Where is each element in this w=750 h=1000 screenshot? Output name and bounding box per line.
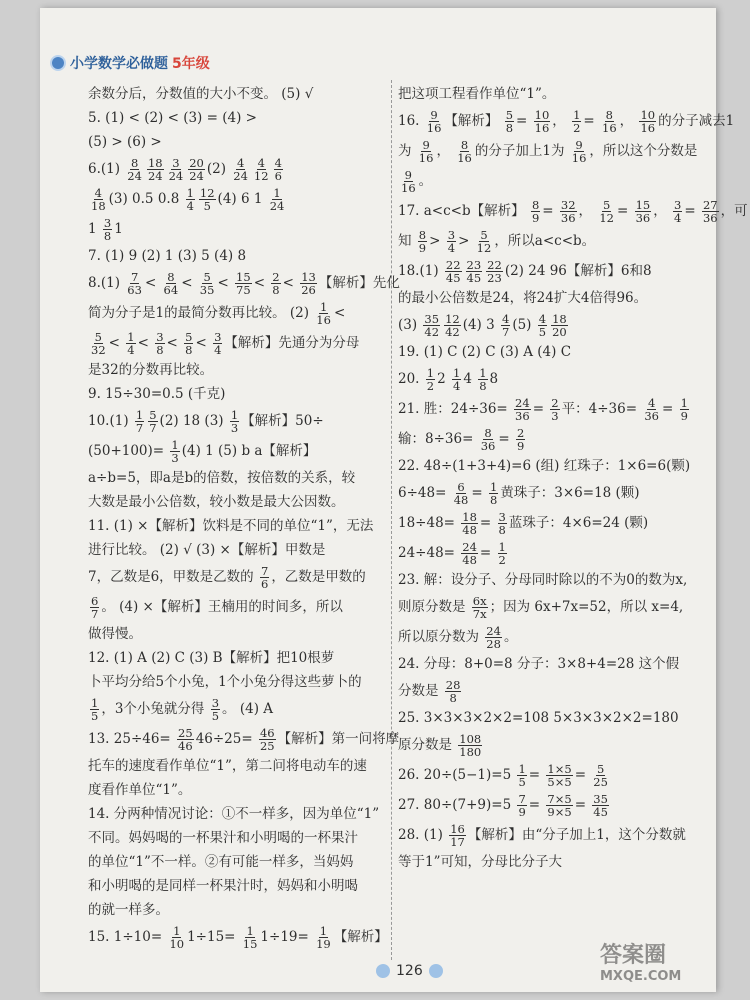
answer-text: =: [516, 113, 532, 129]
answer-text: 10.(1): [88, 413, 133, 429]
answer-text: <: [144, 275, 161, 291]
answer-text: 17. a<c<b【解析】: [398, 203, 529, 219]
fraction: $\frac{4}{6}$: [274, 156, 282, 183]
answer-line: [88, 490, 388, 514]
fraction: $\frac{8}{64}$: [163, 270, 179, 297]
fraction: $\frac{9}{16}$: [401, 168, 416, 195]
fraction: $\frac{12}{42}$: [445, 312, 460, 339]
answer-text: 大数是最小公倍数，较小数是最大公因数。: [88, 494, 345, 510]
answer-text: 24. 分母：8+0=8 分子：3×8+4=28 这个假: [398, 656, 680, 672]
fraction: $\frac{1}{2}$: [573, 108, 581, 135]
fraction: $\frac{7}{6}$: [260, 564, 269, 591]
answer-line: [88, 436, 388, 466]
fraction: $\frac{16}{17}$: [450, 822, 465, 849]
fraction: $\frac{24}{28}$: [486, 624, 501, 651]
answer-text: 21. 胜：24÷36=: [398, 401, 513, 417]
answer-text: 。 (4) ×【解析】王楠用的时间多，所以: [101, 599, 343, 615]
fraction: $\frac{8}{24}$: [127, 156, 142, 183]
answer-text: 【解析】50÷: [241, 413, 324, 429]
answer-text: (3): [398, 317, 422, 333]
answer-line: [88, 214, 388, 244]
answer-text: (4) 1 (5) b a【解析】: [181, 443, 317, 459]
answer-line: [398, 850, 698, 874]
fraction: $\frac{108}{180}$: [459, 732, 482, 759]
fraction: $\frac{1}{4}$: [186, 186, 194, 213]
answer-line: [88, 298, 388, 328]
answer-text: 1: [114, 221, 123, 237]
answer-text: ，: [552, 113, 571, 129]
answer-line: [88, 754, 388, 778]
answer-text: 28. (1): [398, 827, 448, 843]
answer-text: (5) > (6) >: [88, 134, 162, 150]
answer-text: 的就一样多。: [88, 902, 169, 918]
fraction: $\frac{5}{12}$: [599, 198, 614, 225]
answer-line: [398, 706, 698, 730]
answer-line: [88, 622, 388, 646]
fraction: $\frac{6}{7}$: [91, 594, 99, 621]
fraction: $\frac{1}{7}$: [135, 408, 144, 435]
fraction: $\frac{5}{8}$: [185, 330, 193, 357]
answer-line: [88, 82, 388, 106]
fraction: $\frac{1}{2}$: [426, 366, 435, 393]
answer-line: [88, 802, 388, 826]
answer-text: <: [137, 335, 154, 351]
answer-text: 46÷25=: [195, 731, 257, 747]
answer-text: <: [166, 335, 183, 351]
answer-line: [398, 394, 698, 424]
answer-line: [398, 730, 698, 760]
left-column: [88, 82, 400, 952]
answer-line: [398, 676, 698, 706]
fraction: $\frac{5}{32}$: [91, 330, 106, 357]
answer-line: [398, 340, 698, 364]
answer-text: 1÷19=: [260, 929, 314, 945]
answer-text: ，: [578, 203, 597, 219]
fraction: $\frac{5}{35}$: [199, 270, 215, 297]
fraction: $\frac{28}{8}$: [445, 678, 461, 705]
answer-text: <: [282, 275, 299, 291]
answer-text: 9. 15÷30=0.5 (千克): [88, 386, 226, 402]
fraction: $\frac{5}{8}$: [505, 108, 514, 135]
answer-text: 【解析】: [444, 113, 503, 129]
answer-line: [88, 850, 388, 874]
header-grade: 5年级: [172, 56, 210, 72]
answer-text: (4) 3: [462, 317, 499, 333]
answer-text: =: [574, 767, 591, 783]
answer-line: [88, 466, 388, 490]
answer-text: 度看作单位“1”。: [88, 782, 192, 798]
answer-text: >: [429, 233, 445, 249]
answer-line: [398, 568, 698, 592]
answer-text: 不同。妈妈喝的一杯果汁和小明喝的一杯果汁: [88, 830, 358, 846]
fraction: $\frac{3}{8}$: [156, 330, 164, 357]
answer-text: 16.: [398, 113, 424, 129]
fraction: $\frac{1}{15}$: [242, 924, 258, 951]
fraction: $\frac{24}{36}$: [515, 396, 530, 423]
fraction: $\frac{1}{19}$: [316, 924, 331, 951]
answer-text: 托车的速度看作单位“1”，第二问将电动车的速: [88, 758, 367, 774]
fraction: $\frac{8}{9}$: [418, 228, 427, 255]
fraction: $\frac{8}{16}$: [457, 138, 472, 165]
answer-line: [88, 244, 388, 268]
answer-text: 输：8÷36=: [398, 431, 478, 447]
fraction: $\frac{1}{2}$: [498, 540, 506, 567]
page-footer: [370, 963, 449, 979]
fraction: $\frac{4}{24}$: [233, 156, 248, 183]
answer-text: <: [108, 335, 125, 351]
answer-text: 【解析】: [333, 929, 388, 945]
answer-line: [398, 478, 698, 508]
answer-line: [88, 130, 388, 154]
fraction: $\frac{8}{36}$: [480, 426, 496, 453]
answer-text: ，所以a<c<b。: [494, 233, 596, 249]
right-column: [398, 82, 748, 874]
answer-text: =: [471, 485, 487, 501]
answer-line: [88, 514, 388, 538]
fraction: $\frac{5}{7}$: [149, 408, 157, 435]
answer-line: [398, 136, 698, 166]
answer-text: 6÷48=: [398, 485, 451, 501]
answer-text: 的分子减去1: [658, 113, 735, 129]
answer-text: 2: [437, 371, 450, 387]
fraction: $\frac{6x}{7x}$: [472, 594, 487, 621]
answer-text: 20.: [398, 371, 424, 387]
answer-text: 22. 48÷(1+3+4)=6 (组) 红珠子：1×6=6(颗): [398, 458, 691, 474]
answer-line: [88, 406, 388, 436]
answer-line: [88, 694, 388, 724]
fraction: $\frac{25}{46}$: [178, 726, 193, 753]
answer-text: =: [479, 545, 496, 561]
answer-text: (4) 6 1: [217, 191, 267, 207]
answer-text: 黄珠子：3×6=18 (颗): [500, 485, 640, 501]
fraction: $\frac{27}{36}$: [702, 198, 718, 225]
answer-text: =: [684, 203, 700, 219]
answer-text: 。: [503, 629, 518, 645]
answer-text: 27. 80÷(7+9)=5: [398, 797, 516, 813]
answer-line: [88, 538, 388, 562]
answer-line: [88, 922, 388, 952]
fraction: $\frac{8}{16}$: [602, 108, 617, 135]
fraction: $\frac{9}{16}$: [418, 138, 434, 165]
answer-line: [398, 310, 698, 340]
answer-text: 知: [398, 233, 416, 249]
answer-text: 1: [88, 221, 101, 237]
page-header: [52, 52, 210, 74]
fraction: $\frac{1}{3}$: [171, 438, 179, 465]
answer-text: >: [458, 233, 474, 249]
answer-text: 简为分子是1的最简分数再比较。 (2): [88, 305, 314, 321]
fraction: $\frac{1}{24}$: [269, 186, 285, 213]
answer-line: [398, 286, 698, 310]
fraction: $\frac{9}{16}$: [426, 108, 442, 135]
answer-text: (5): [512, 317, 536, 333]
fraction: $\frac{22}{23}$: [487, 258, 502, 285]
answer-line: [88, 724, 400, 754]
answer-text: 的分子加上1为: [474, 143, 569, 159]
fraction: $\frac{7\times 5}{9\times 5}$: [547, 792, 572, 819]
answer-text: ，: [436, 143, 455, 159]
answer-line: [398, 166, 698, 196]
fraction: $\frac{35}{45}$: [593, 792, 608, 819]
answer-line: [398, 592, 698, 622]
fraction: $\frac{2}{9}$: [516, 426, 525, 453]
fraction: $\frac{22}{45}$: [445, 258, 461, 285]
fraction: $\frac{4}{18}$: [91, 186, 106, 213]
fraction: $\frac{35}{42}$: [424, 312, 440, 339]
answer-text: 23. 解：设分子、分母同时除以的不为0的数为x,: [398, 572, 688, 588]
answer-line: [88, 562, 388, 592]
fraction: $\frac{7}{63}$: [127, 270, 142, 297]
fraction: $\frac{5}{12}$: [476, 228, 492, 255]
answer-text: 19. (1) C (2) C (3) A (4) C: [398, 344, 572, 360]
answer-text: 。: [418, 173, 433, 189]
fraction: $\frac{46}{25}$: [259, 726, 275, 753]
answer-line: [398, 196, 748, 226]
fraction: $\frac{3}{4}$: [674, 198, 682, 225]
answer-line: [88, 184, 388, 214]
answer-line: [88, 898, 388, 922]
fraction: $\frac{10}{16}$: [640, 108, 656, 135]
answer-line: [398, 790, 698, 820]
answer-line: [398, 454, 698, 478]
fraction: $\frac{4}{7}$: [502, 312, 510, 339]
answer-text: 蓝珠子：4×6=24 (颗): [508, 515, 649, 531]
answer-text: 所以原分数为: [398, 629, 484, 645]
answer-text: 进行比较。 (2) √ (3) ×【解析】甲数是: [88, 542, 326, 558]
answer-line: [398, 364, 698, 394]
answer-text: 18÷48=: [398, 515, 460, 531]
answer-text: 4: [463, 371, 477, 387]
header-circle-icon: [52, 57, 64, 69]
answer-line: [398, 760, 698, 790]
fraction: $\frac{18}{20}$: [552, 312, 567, 339]
answer-text: 26. 20÷(5−1)=5: [398, 767, 516, 783]
answer-line: [88, 592, 388, 622]
answer-line: [398, 508, 698, 538]
answer-text: =: [616, 203, 633, 219]
answer-text: 为: [398, 143, 416, 159]
fraction: $\frac{13}{26}$: [301, 270, 316, 297]
fraction: $\frac{23}{45}$: [466, 258, 482, 285]
fraction: $\frac{1}{5}$: [518, 762, 526, 789]
answer-text: =: [532, 401, 549, 417]
answer-text: 的单位“1”不一样。②有可能一样多，当妈妈: [88, 854, 354, 870]
column-divider: [391, 80, 392, 960]
answer-text: <: [181, 275, 197, 291]
answer-text: 【解析】第一问将摩: [277, 731, 400, 747]
answer-text: 24÷48=: [398, 545, 460, 561]
answer-line: [88, 358, 388, 382]
fraction: $\frac{32}{36}$: [560, 198, 576, 225]
fraction: $\frac{2}{8}$: [272, 270, 280, 297]
answer-text: 7，乙数是6，甲数是乙数的: [88, 569, 258, 585]
answer-text: 做得慢。: [88, 626, 142, 642]
fraction: $\frac{2}{3}$: [551, 396, 559, 423]
answer-text: 则原分数是: [398, 599, 470, 615]
fraction: $\frac{1}{4}$: [452, 366, 461, 393]
answer-text: 1÷15=: [187, 929, 240, 945]
header-title: 小学数学必做题: [70, 56, 168, 72]
fraction: $\frac{20}{24}$: [189, 156, 204, 183]
answer-text: 和小明喝的是同样一杯果汁时，妈妈和小明喝: [88, 878, 358, 894]
answer-text: =: [479, 515, 496, 531]
answer-text: ，可: [720, 203, 748, 219]
fraction: $\frac{6}{48}$: [453, 480, 469, 507]
answer-line: [398, 82, 698, 106]
fraction: $\frac{10}{16}$: [534, 108, 550, 135]
page-ornament-icon: [376, 964, 390, 978]
answer-text: <: [195, 335, 212, 351]
fraction: $\frac{15}{36}$: [635, 198, 651, 225]
answer-line: [88, 268, 400, 298]
answer-text: =: [528, 767, 545, 783]
fraction: $\frac{3}{8}$: [498, 510, 506, 537]
fraction: $\frac{1}{5}$: [91, 696, 99, 723]
answer-text: <: [217, 275, 234, 291]
answer-text: =: [583, 113, 600, 129]
answer-text: =: [498, 431, 514, 447]
fraction: $\frac{1}{4}$: [127, 330, 135, 357]
fraction: $\frac{7}{9}$: [518, 792, 526, 819]
answer-text: 【解析】由“分子加上1，这个分数就: [467, 827, 686, 843]
answer-text: 13. 25÷46=: [88, 731, 176, 747]
answer-line: [88, 826, 388, 850]
fraction: $\frac{15}{75}$: [236, 270, 251, 297]
answer-line: [88, 670, 388, 694]
answer-text: (2) 18 (3): [159, 413, 228, 429]
answer-text: 8: [489, 371, 499, 387]
answer-text: 18.(1): [398, 263, 443, 279]
answer-text: 8.(1): [88, 275, 125, 291]
answer-text: 的最小公倍数是24，将24扩大4倍得96。: [398, 290, 648, 306]
fraction: $\frac{3}{4}$: [214, 330, 222, 357]
fraction: $\frac{5}{25}$: [593, 762, 608, 789]
answer-text: =: [542, 203, 558, 219]
fraction: $\frac{1}{3}$: [230, 408, 239, 435]
fraction: $\frac{18}{24}$: [147, 156, 163, 183]
fraction: $\frac{1}{16}$: [316, 300, 331, 327]
answer-line: [398, 226, 698, 256]
answer-text: 。 (4) A: [222, 701, 274, 717]
answer-line: [398, 424, 698, 454]
answer-line: [398, 652, 698, 676]
answer-text: ；因为 6x+7x=52，所以 x=4,: [489, 599, 684, 615]
answer-text: (2): [206, 161, 231, 177]
fraction: $\frac{18}{48}$: [462, 510, 477, 537]
answer-line: [398, 820, 698, 850]
fraction: $\frac{4}{5}$: [538, 312, 547, 339]
answer-line: [398, 256, 698, 286]
fraction: $\frac{3}{4}$: [447, 228, 456, 255]
answer-text: ，: [619, 113, 638, 129]
answer-text: (3) 0.5 0.8: [108, 191, 184, 207]
answer-text: 余数分后，分数值的大小不变。 (5) √: [88, 86, 314, 102]
answer-text: 【解析】先化: [318, 275, 400, 291]
answer-line: [88, 646, 388, 670]
watermark-url: MXQE.COM: [600, 969, 682, 984]
answer-text: =: [528, 797, 545, 813]
answer-text: 平：4÷36=: [561, 401, 642, 417]
answer-line: [398, 622, 698, 652]
watermark-logo: [600, 938, 681, 984]
answer-line: [88, 154, 388, 184]
fraction: $\frac{3}{24}$: [168, 156, 184, 183]
answer-text: 是32的分数再比较。: [88, 362, 214, 378]
answer-text: 5. (1) < (2) < (3) = (4) >: [88, 110, 257, 126]
answer-line: [88, 328, 388, 358]
answer-text: 25. 3×3×3×2×2=108 5×3×3×2×2=180: [398, 710, 679, 726]
fraction: $\frac{8}{9}$: [531, 198, 540, 225]
answer-line: [88, 106, 388, 130]
fraction: $\frac{3}{5}$: [211, 696, 220, 723]
answer-line: [398, 106, 735, 136]
answer-text: ，乙数是甲数的: [271, 569, 366, 585]
answer-text: (50+100)=: [88, 443, 169, 459]
answer-text: 14. 分两种情况讨论：①不一样多，因为单位“1”: [88, 806, 380, 822]
answer-text: 原分数是: [398, 737, 457, 753]
answer-text: ，所以这个分数是: [589, 143, 698, 159]
answer-text: 等于1”可知，分母比分子大: [398, 854, 562, 870]
answer-text: 15. 1÷10=: [88, 929, 167, 945]
answer-text: =: [574, 797, 591, 813]
fraction: $\frac{1}{8}$: [489, 480, 498, 507]
answer-line: [88, 382, 388, 406]
answer-text: a÷b=5，即a是b的倍数，按倍数的关系，较: [88, 470, 356, 486]
answer-text: =: [661, 401, 678, 417]
fraction: $\frac{9}{16}$: [571, 138, 587, 165]
fraction: $\frac{1}{8}$: [479, 366, 487, 393]
answer-text: ，3个小兔就分得: [101, 701, 209, 717]
answer-text: 分数是: [398, 683, 443, 699]
page-ornament-icon: [429, 964, 443, 978]
answer-line: [88, 874, 388, 898]
answer-text: <: [253, 275, 270, 291]
fraction: $\frac{4}{12}$: [253, 156, 269, 183]
answer-text: 12. (1) A (2) C (3) B【解析】把10根萝: [88, 650, 335, 666]
answer-text: 11. (1) ×【解析】饮料是不同的单位“1”，无法: [88, 518, 374, 534]
answer-text: (2) 24 96【解析】6和8: [504, 263, 652, 279]
answer-text: <: [333, 305, 346, 321]
fraction: $\frac{1\times 5}{5\times 5}$: [547, 762, 572, 789]
answer-text: 6.(1): [88, 161, 125, 177]
answer-text: 卜平均分给5个小兔，1个小兔分得这些萝卜的: [88, 674, 362, 690]
fraction: $\frac{12}{5}$: [199, 186, 215, 213]
fraction: $\frac{1}{10}$: [169, 924, 185, 951]
answer-line: [88, 778, 388, 802]
fraction: $\frac{3}{8}$: [103, 216, 112, 243]
fraction: $\frac{24}{48}$: [462, 540, 477, 567]
page-number: 126: [396, 963, 423, 979]
answer-text: ，: [653, 203, 671, 219]
watermark-text: 答案圈: [600, 943, 667, 968]
answer-text: 把这项工程看作单位“1”。: [398, 86, 556, 102]
fraction: $\frac{4}{36}$: [644, 396, 659, 423]
answer-text: 【解析】先通分为分母: [224, 335, 360, 351]
answer-text: 7. (1) 9 (2) 1 (3) 5 (4) 8: [88, 248, 247, 264]
fraction: $\frac{1}{9}$: [680, 396, 688, 423]
answer-line: [398, 538, 698, 568]
